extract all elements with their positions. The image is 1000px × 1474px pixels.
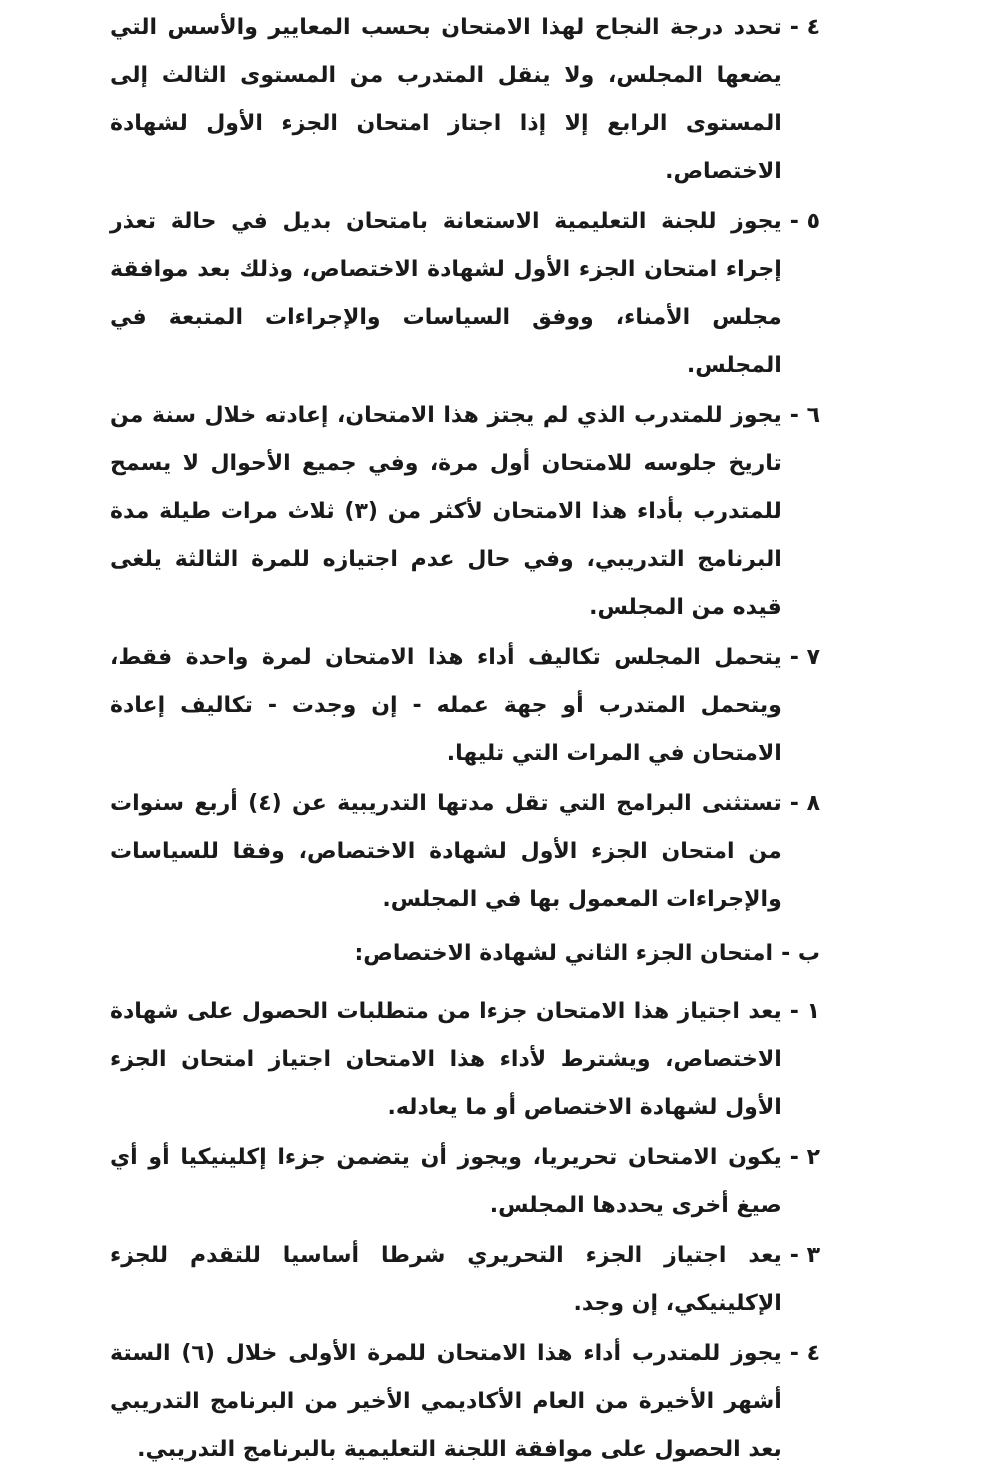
list-item [110, 1134, 820, 1230]
item-text: يعد اجتياز هذا الامتحان جزءا من متطلبات الحصول على شهادة الاختصاص، ويشترط لأداء هذا الامتحان اجتياز امتحان الجزء الأول لشهادة الاختصاص أو ما يعادله. [110, 999, 782, 1120]
item-number: ٤ - [789, 1341, 820, 1366]
item-number: ١ - [789, 999, 820, 1024]
list-item [110, 634, 820, 778]
list-item [110, 392, 820, 632]
section-title: امتحان الجزء الثاني لشهادة الاختصاص: [354, 941, 774, 966]
item-number: ٥ - [789, 209, 820, 234]
list-item [110, 1330, 820, 1474]
item-text: تحدد درجة النجاح لهذا الامتحان بحسب المعايير والأسس التي يضعها المجلس، ولا ينقل المتدرب من المستوى الثالث إلى المستوى الرابع إلا إذا اجتاز امتحان الجزء الأول لشهادة الاختصاص. [110, 15, 782, 184]
item-number: ٣ - [789, 1243, 820, 1268]
item-number: ٦ - [789, 403, 820, 428]
item-text: يتحمل المجلس تكاليف أداء هذا الامتحان لمرة واحدة فقط، ويتحمل المتدرب أو جهة عمله - إن وجدت - تكاليف إعادة الامتحان في المرات التي تليها. [110, 645, 782, 766]
list-item [110, 780, 820, 924]
section-heading [110, 930, 820, 978]
item-text: يجوز للمتدرب أداء هذا الامتحان للمرة الأولى خلال (٦) الستة أشهر الأخيرة من العام الأكاديمي الأخير من البرنامج التدريبي بعد الحصول على موافقة اللجنة التعليمية بالبرنامج التدريبي. [110, 1341, 782, 1462]
list-item [110, 4, 820, 196]
item-text: يعد اجتياز الجزء التحريري شرطا أساسيا للتقدم للجزء الإكلينيكي، إن وجد. [110, 1243, 782, 1316]
section-marker: ب - [781, 941, 820, 966]
item-number: ٨ - [789, 791, 820, 816]
item-number: ٧ - [789, 645, 820, 670]
item-text: يجوز للجنة التعليمية الاستعانة بامتحان بديل في حالة تعذر إجراء امتحان الجزء الأول لشهادة الاختصاص، وذلك بعد موافقة مجلس الأمناء، ووفق السياسات والإجراءات المتبعة في المجلس. [110, 209, 782, 378]
item-text: تستثنى البرامج التي تقل مدتها التدريبية عن (٤) أربع سنوات من امتحان الجزء الأول لشهادة الاختصاص، وفقا للسياسات والإجراءات المعمول بها في المجلس. [110, 791, 782, 912]
list-item [110, 1232, 820, 1328]
list-item [110, 988, 820, 1132]
item-text: يجوز للمتدرب الذي لم يجتز هذا الامتحان، إعادته خلال سنة من تاريخ جلوسه للامتحان أول مرة، وفي جميع الأحوال لا يسمح للمتدرب بأداء هذا الامتحان لأكثر من (٣) ثلاث مرات طيلة مدة البرنامج التدريبي، وفي حال عدم اجتيازه للمرة الثالثة يلغى قيده من المجلس. [110, 403, 782, 620]
item-number: ٢ - [789, 1145, 820, 1170]
list-item [110, 198, 820, 390]
item-text: يكون الامتحان تحريريا، ويجوز أن يتضمن جزءا إكلينيكيا أو أي صيغ أخرى يحددها المجلس. [110, 1145, 782, 1218]
item-number: ٤ - [789, 15, 820, 40]
